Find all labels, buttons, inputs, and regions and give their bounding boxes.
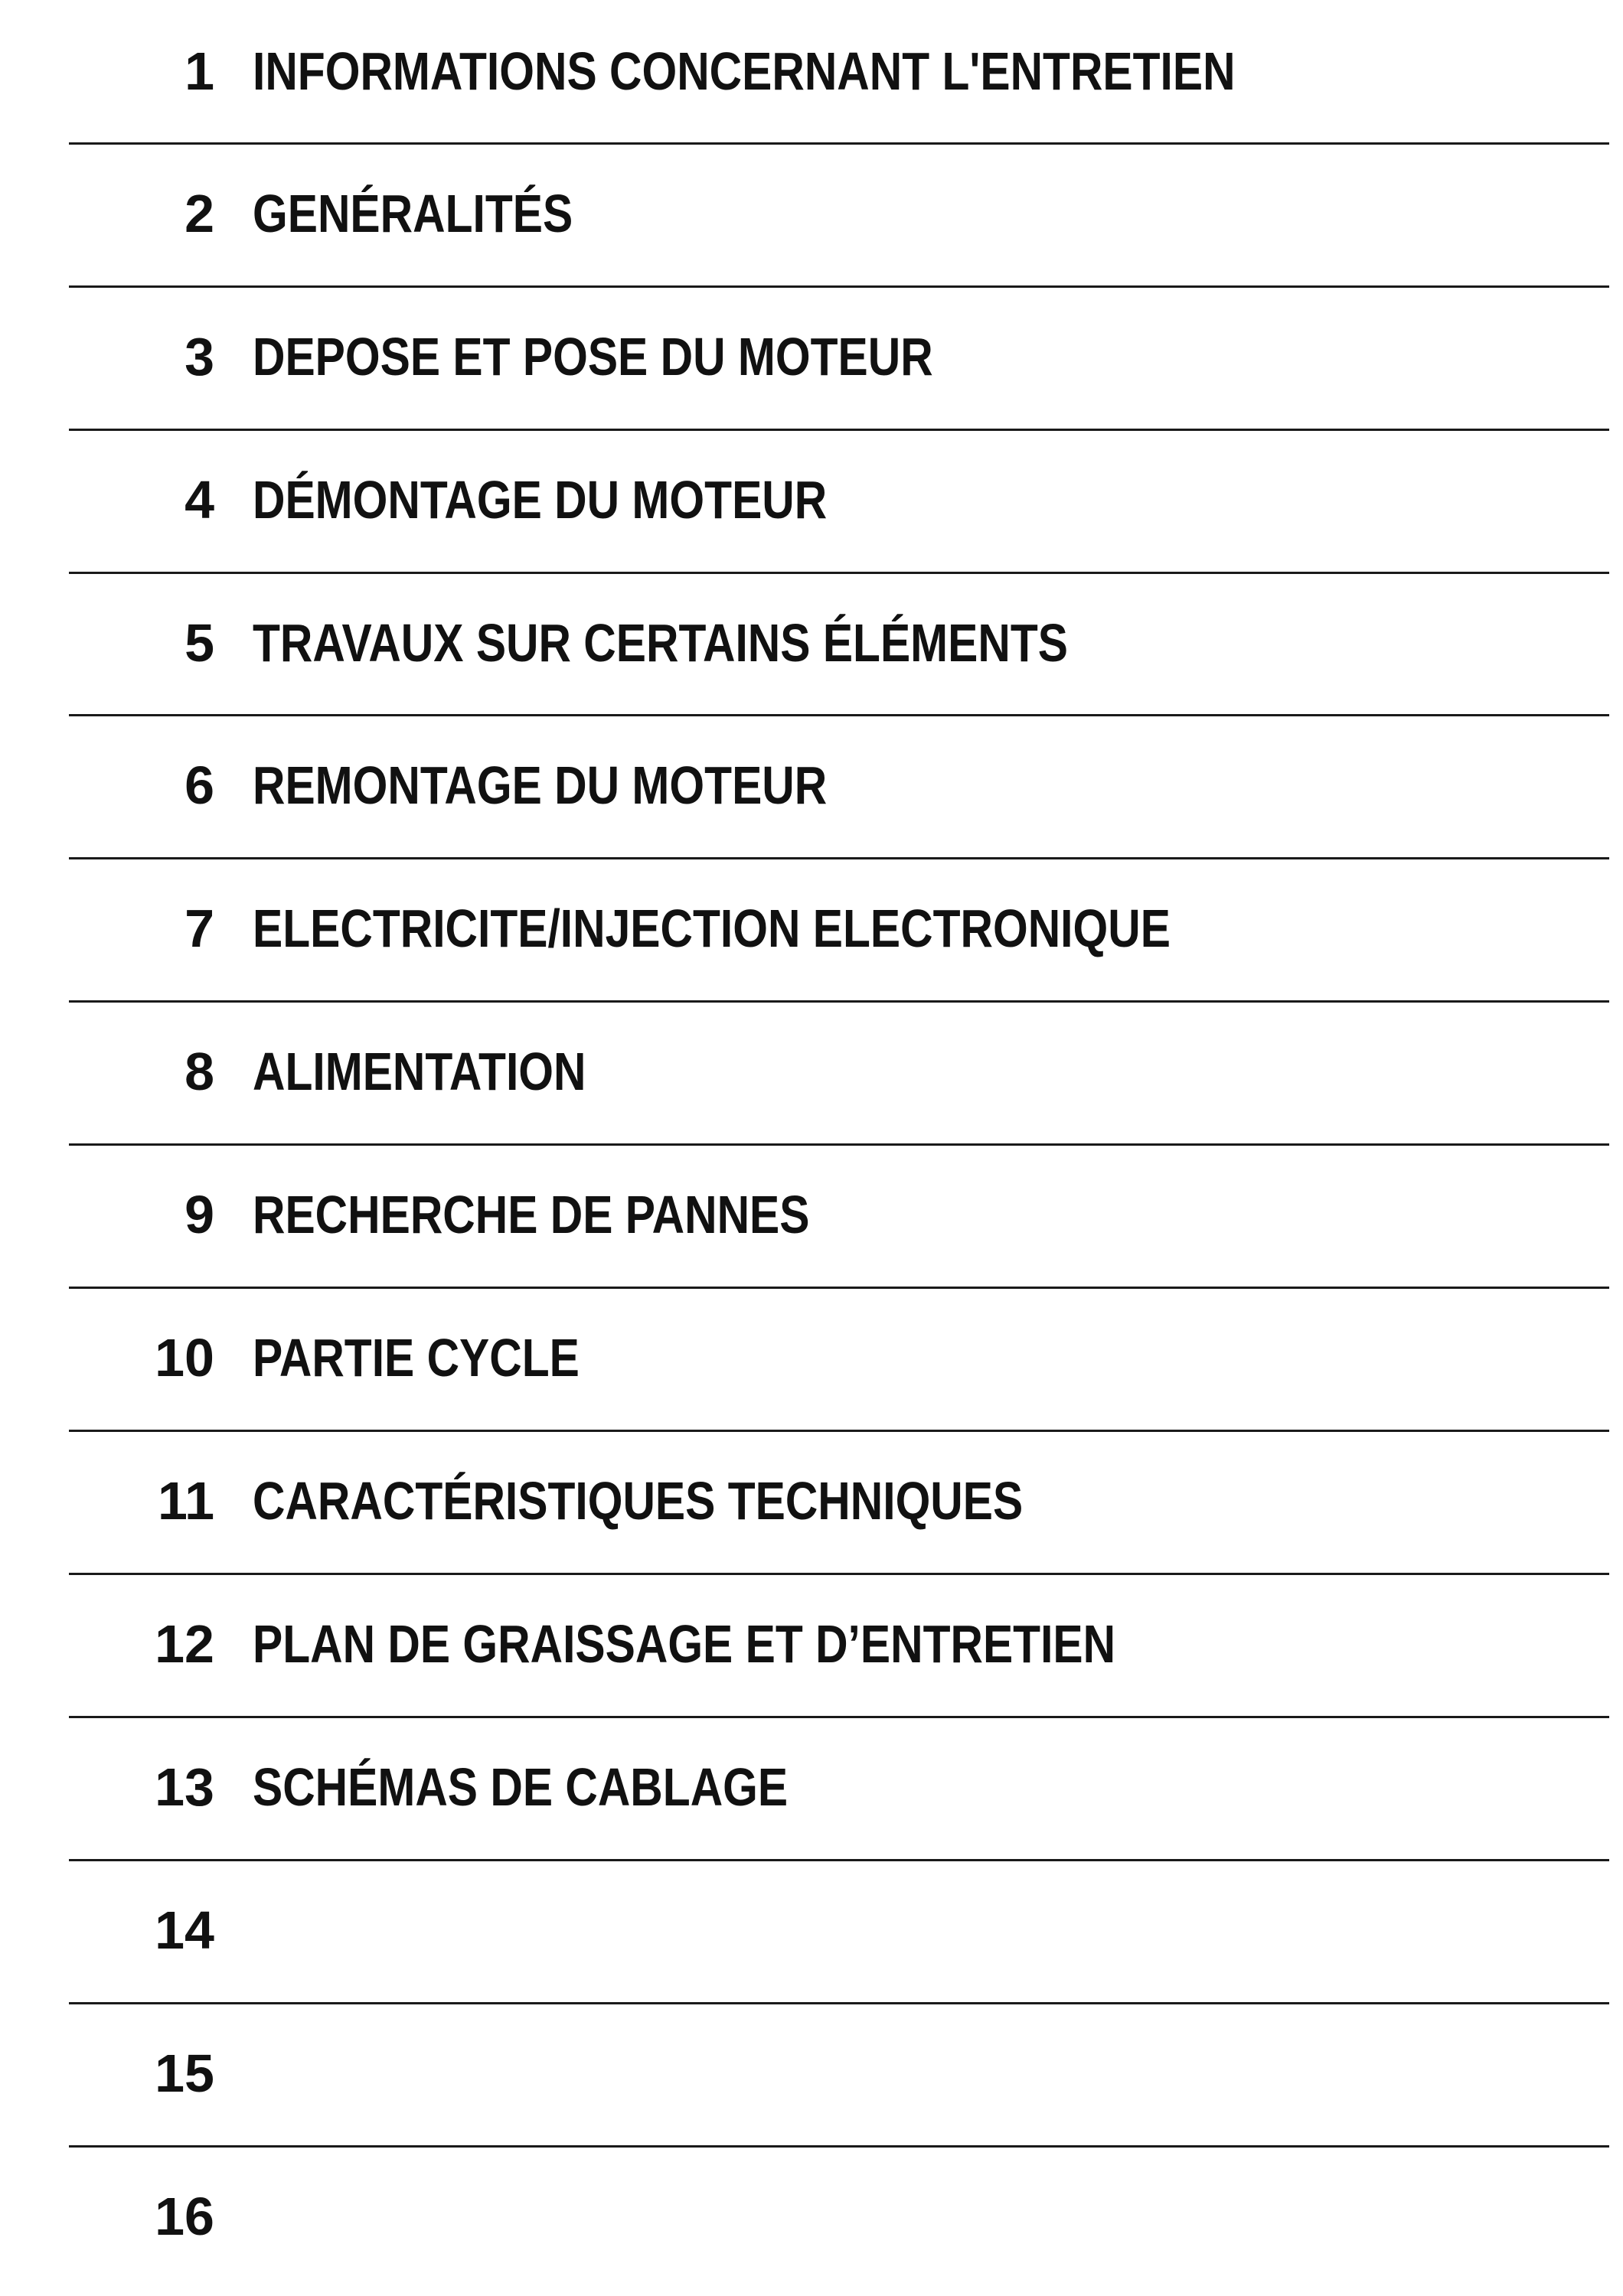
- toc-entry-7[interactable]: [0, 857, 1623, 1000]
- chapter-title: CARACTÉRISTIQUES TECHNIQUES: [253, 1471, 1024, 1531]
- toc-entry-11[interactable]: [0, 1430, 1623, 1572]
- toc-entry-4[interactable]: [0, 429, 1623, 571]
- chapter-number: 5: [185, 613, 214, 673]
- chapter-number: 14: [155, 1900, 214, 1960]
- chapter-title: GENÉRALITÉS: [253, 184, 573, 243]
- toc-entry-5[interactable]: [0, 572, 1623, 714]
- toc-entry-3[interactable]: [0, 285, 1623, 428]
- chapter-number: 15: [155, 2043, 214, 2103]
- chapter-number: 4: [185, 470, 214, 530]
- toc-entry-13[interactable]: [0, 1716, 1623, 1858]
- chapter-number: 3: [185, 327, 214, 386]
- chapter-title: INFORMATIONS CONCERNANT L'ENTRETIEN: [253, 41, 1236, 101]
- toc-entry-14[interactable]: [0, 1859, 1623, 2001]
- chapter-title: ALIMENTATION: [253, 1042, 586, 1101]
- chapter-number: 8: [185, 1042, 214, 1101]
- toc-entry-10[interactable]: [0, 1287, 1623, 1429]
- chapter-title: DEPOSE ET POSE DU MOTEUR: [253, 327, 933, 386]
- chapter-title: PLAN DE GRAISSAGE ET D’ENTRETIEN: [253, 1614, 1116, 1674]
- toc-entry-15[interactable]: [0, 2002, 1623, 2144]
- chapter-number: 13: [155, 1757, 214, 1817]
- toc-entry-9[interactable]: [0, 1143, 1623, 1286]
- toc-entry-16[interactable]: [0, 2145, 1623, 2288]
- toc-entry-8[interactable]: [0, 1000, 1623, 1143]
- chapter-title: TRAVAUX SUR CERTAINS ÉLÉMENTS: [253, 613, 1068, 673]
- chapter-title: REMONTAGE DU MOTEUR: [253, 755, 828, 815]
- chapter-number: 11: [158, 1471, 214, 1531]
- toc-entry-2[interactable]: [0, 142, 1623, 285]
- chapter-title: ELECTRICITE/INJECTION ELECTRONIQUE: [253, 899, 1171, 958]
- chapter-number: 6: [185, 755, 214, 815]
- chapter-title: RECHERCHE DE PANNES: [253, 1185, 810, 1244]
- chapter-number: 10: [155, 1328, 214, 1388]
- toc-entry-1[interactable]: [0, 0, 1623, 142]
- chapter-title: PARTIE CYCLE: [253, 1328, 580, 1388]
- chapter-number: 16: [155, 2187, 214, 2246]
- chapter-number: 9: [185, 1185, 214, 1244]
- chapter-title: SCHÉMAS DE CABLAGE: [253, 1757, 789, 1817]
- chapter-number: 2: [185, 184, 214, 243]
- chapter-number: 1: [185, 41, 214, 101]
- toc-entry-12[interactable]: [0, 1573, 1623, 1715]
- chapter-title: DÉMONTAGE DU MOTEUR: [253, 470, 828, 530]
- chapter-number: 7: [185, 899, 214, 958]
- toc-entry-6[interactable]: [0, 714, 1623, 856]
- chapter-number: 12: [155, 1614, 214, 1674]
